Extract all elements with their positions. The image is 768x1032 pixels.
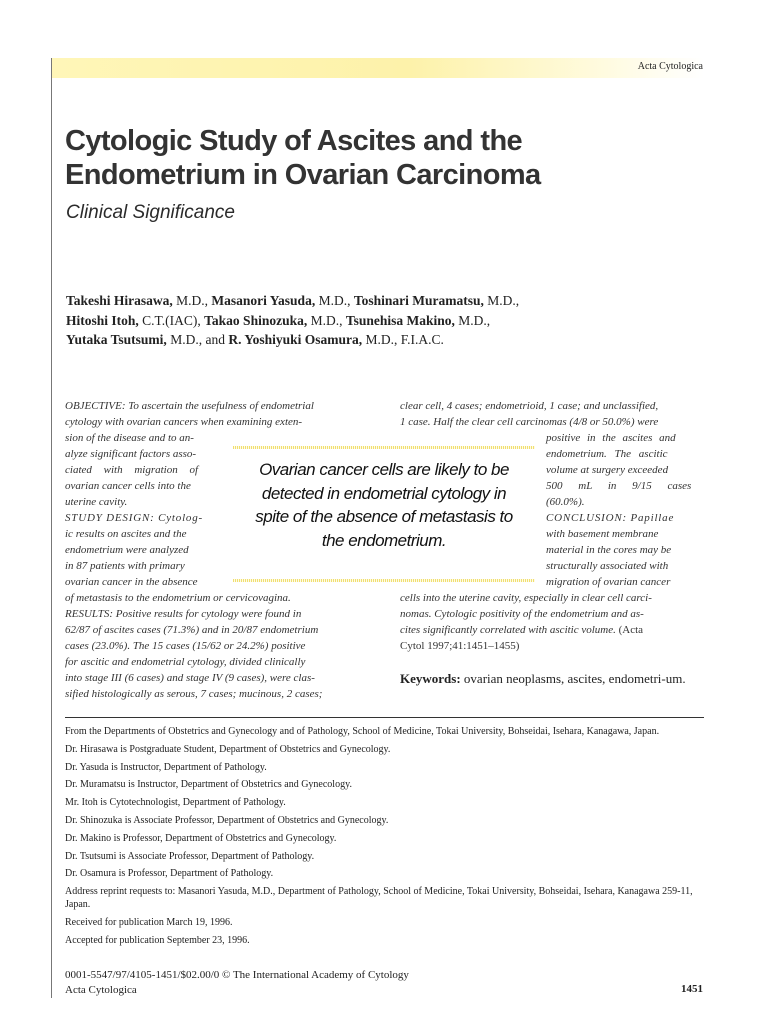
abstract-line: alyze significant factors asso-: [65, 448, 197, 460]
abstract-line: endometrium. The ascitic: [546, 448, 668, 460]
running-header: Acta Cytologica: [637, 61, 703, 72]
author-name: Hitoshi Itoh,: [66, 312, 139, 328]
author-credential: M.D.,: [483, 293, 520, 308]
author-credential: M.D., F.I.A.C.: [362, 332, 444, 347]
author-name: Takao Shinozuka,: [204, 312, 308, 328]
footnote: Accepted for publication September 23, 1996.: [65, 934, 250, 946]
footnote: Mr. Itoh is Cytotechnologist, Department of Pathology.: [65, 797, 286, 809]
abstract-line: ovarian cancer cells into the: [65, 480, 191, 492]
abstract-right-wrap: [546, 430, 703, 590]
author-name: Tsunehisa Makino,: [345, 312, 455, 328]
abstract-line: OBJECTIVE: To ascertain the usefulness of endometrial: [65, 400, 314, 412]
abstract-line: RESULTS: Positive results for cytology were found in: [65, 608, 302, 620]
footnote: Address reprint requests to: Masanori Yasuda, M.D., Department of Pathology, School of Medicine, Tokai University, Bohseidai, Isehara, Kanagawa 259-11, Japan.: [65, 886, 693, 911]
pull-quote-line: the endometrium.: [321, 530, 447, 550]
author-credential: M.D.,: [172, 293, 212, 308]
keywords-label: Keywords:: [400, 671, 461, 686]
article-subtitle: Clinical Significance: [66, 202, 235, 223]
author-name: Takeshi Hirasawa,: [66, 293, 173, 308]
header-band: [52, 58, 704, 78]
keywords: [400, 670, 703, 687]
footnote-divider: [65, 717, 704, 718]
footnotes: [65, 725, 703, 952]
abstract-line: 62/87 of ascites cases (71.3%) and in 20/87 endometrium: [65, 624, 319, 636]
citation: (Acta: [615, 624, 644, 636]
abstract-line: endometrium were analyzed: [65, 544, 189, 556]
abstract-results: [65, 590, 367, 702]
footnote: Dr. Shinozuka is Associate Professor, Department of Obstetrics and Gynecology.: [65, 814, 389, 826]
pull-quote-text: [233, 458, 535, 552]
author-name: Masanori Yasuda,: [211, 293, 316, 308]
author-list: [66, 291, 686, 350]
abstract-line: with basement membrane: [546, 528, 659, 540]
abstract-line: of metastasis to the endometrium or cervicovagina.: [65, 592, 291, 604]
abstract-line: clear cell, 4 cases; endometrioid, 1 case; and unclassified,: [400, 400, 659, 412]
margin-rule: [51, 58, 52, 998]
author-credential: C.T.(IAC),: [138, 312, 205, 328]
abstract-line: nomas. Cytologic positivity of the endometrium and as-: [400, 608, 644, 620]
author-credential: M.D.,: [307, 312, 346, 328]
abstract-line: in 87 patients with primary: [65, 560, 185, 572]
citation: Cytol 1997;41:1451–1455): [400, 640, 520, 652]
footnote: Dr. Makino is Professor, Department of Obstetrics and Gynecology.: [65, 832, 337, 844]
article-title: [65, 124, 625, 192]
pull-quote: [233, 446, 535, 582]
footnote: From the Departments of Obstetrics and Gynecology and of Pathology, School of Medicine, Tokai University, Bohseidai, Isehara, Kanagawa, Japan.: [65, 726, 660, 737]
abstract-line: ovarian cancer in the absence: [65, 576, 198, 588]
abstract-line: cytology with ovarian cancers when examining exten-: [65, 416, 303, 428]
abstract-line: [400, 622, 703, 638]
pull-quote-rule: [233, 446, 535, 449]
title-line-1: Cytologic Study of Ascites and the: [65, 125, 523, 157]
pull-quote-line: spite of the absence of metastasis to: [255, 507, 513, 526]
footnote: Dr. Yasuda is Instructor, Department of Pathology.: [65, 761, 267, 773]
abstract-line: (60.0%).: [546, 496, 585, 508]
author-name: Toshinari Muramatsu,: [353, 293, 484, 308]
footnote: Dr. Osamura is Professor, Department of Pathology.: [65, 868, 274, 880]
footnote: Dr. Muramatsu is Instructor, Department of Obstetrics and Gynecology.: [65, 779, 352, 791]
pull-quote-line: Ovarian cancer cells are likely to be: [259, 460, 509, 479]
pull-quote-line: detected in endometrial cytology in: [261, 483, 507, 503]
abstract-line: 500 mL in 9/15 cases: [546, 480, 692, 492]
copyright-line: 0001-5547/97/4105-1451/$02.00/0 © The International Academy of Cytology: [65, 969, 409, 981]
author-line: [66, 291, 686, 311]
abstract-line: sified histologically as serous, 7 cases; mucinous, 2 cases;: [65, 688, 323, 700]
abstract-conclusion: CONCLUSION: Papillae: [546, 512, 675, 524]
abstract-line: cases (23.0%). The 15 cases (15/62 or 24.2%) positive: [65, 640, 306, 652]
footnote: Received for publication March 19, 1996.: [65, 916, 233, 928]
abstract-line: uterine cavity.: [65, 496, 128, 508]
title-line-2: Endometrium in Ovarian Carcinoma: [65, 159, 541, 191]
abstract-line: volume at surgery exceeded: [546, 464, 669, 476]
abstract-right-bottom: [400, 590, 703, 654]
abstract-line-text: cites significantly correlated with ascitic volume.: [400, 624, 616, 636]
author-credential: M.D.,: [166, 332, 206, 347]
abstract-line: sion of the disease and to an-: [65, 432, 194, 444]
abstract-line: 1 case. Half the clear cell carcinomas (4/8 or 50.0%) were: [400, 416, 659, 428]
footnote: Dr. Hirasawa is Postgraduate Student, Department of Obstetrics and Gynecology.: [65, 743, 391, 755]
copyright-block: [65, 968, 409, 998]
abstract-line: material in the cores may be: [546, 544, 672, 556]
pull-quote-rule: [233, 579, 535, 582]
abstract-right-top: [400, 398, 703, 430]
author-conjunction: and: [205, 332, 229, 347]
page-number: 1451: [681, 983, 703, 995]
abstract-line: ic results on ascites and the: [65, 528, 187, 540]
abstract-left-wrap: [65, 446, 221, 590]
abstract-line: for ascitic and endometrial cytology, divided clinically: [65, 656, 306, 668]
abstract-line: positive in the ascites and: [546, 432, 676, 444]
abstract-line: ciated with migration of: [65, 464, 199, 476]
journal-footer: Acta Cytologica: [65, 984, 137, 996]
abstract-line: structurally associated with: [546, 560, 669, 572]
author-name: Yutaka Tsutsumi,: [66, 332, 167, 347]
author-name: R. Yoshiyuki Osamura,: [228, 332, 363, 347]
abstract-line: cells into the uterine cavity, especially in clear cell carci-: [400, 592, 652, 604]
keywords-text: ovarian neoplasms, ascites, endometri-um.: [460, 671, 686, 686]
author-line: [66, 311, 686, 331]
footnote: Dr. Tsutsumi is Associate Professor, Department of Pathology.: [65, 850, 315, 862]
author-credential: M.D.,: [315, 293, 354, 308]
abstract-line: migration of ovarian cancer: [546, 576, 671, 588]
author-credential: M.D.,: [454, 312, 491, 328]
author-line: [66, 330, 686, 350]
abstract-line: into stage III (6 cases) and stage IV (9 cases), were clas-: [65, 672, 315, 684]
abstract-objective: [65, 398, 367, 446]
abstract-study-design: STUDY DESIGN: Cytolog-: [65, 512, 203, 524]
